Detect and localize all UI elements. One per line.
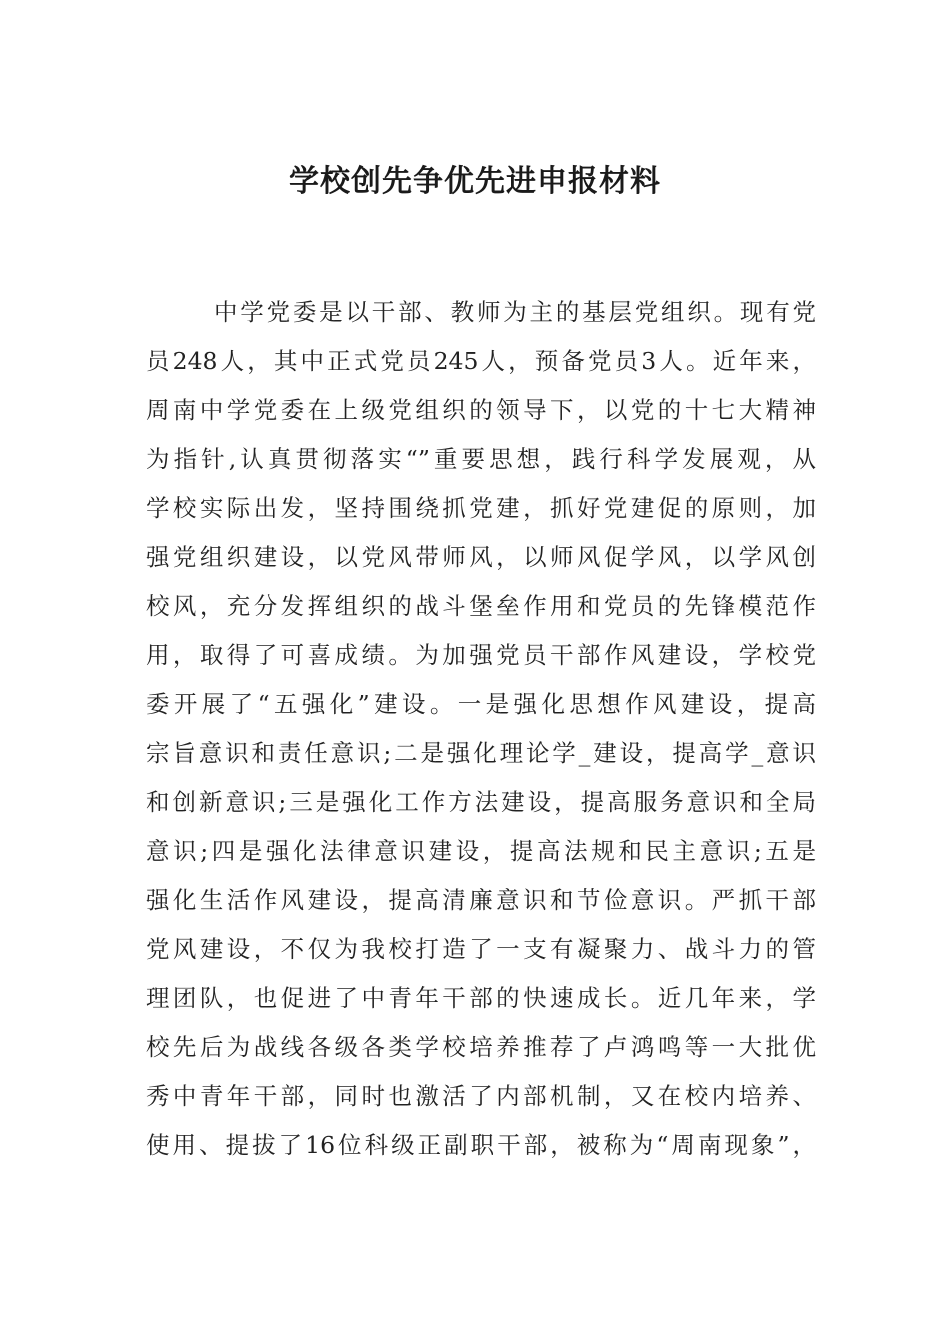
paragraph-line: 校先后为战线各级各类学校培养推荐了卢鸿鸣等一大批优 [146, 1033, 816, 1061]
paragraph-line: 周南中学党委在上级党组织的领导下，以党的十七大精神 [146, 396, 816, 424]
paragraph-line: 强化生活作风建设，提高清廉意识和节俭意识。严抓干部 [146, 886, 816, 914]
paragraph-line: 用，取得了可喜成绩。为加强党员干部作风建设，学校党 [146, 641, 816, 669]
paragraph-line: 校风，充分发挥组织的战斗堡垒作用和党员的先锋模范作 [146, 592, 816, 620]
paragraph-line: 中学党委是以干部、教师为主的基层党组织。现有党 [214, 298, 816, 326]
paragraph-line: 秀中青年干部，同时也激活了内部机制，又在校内培养、 [146, 1082, 816, 1110]
paragraph-line: 意识;四是强化法律意识建设，提高法规和民主意识;五是 [146, 837, 816, 865]
paragraph-line: 宗旨意识和责任意识;二是强化理论学_建设，提高学_意识 [146, 739, 816, 767]
paragraph-line: 使用、提拔了16位科级正副职干部，被称为“周南现象”， [146, 1131, 816, 1159]
paragraph-line: 员248人，其中正式党员245人，预备党员3人。近年来， [146, 347, 816, 375]
document-body [146, 288, 816, 1170]
paragraph-line: 和创新意识;三是强化工作方法建设，提高服务意识和全局 [146, 788, 816, 816]
paragraph-line: 委开展了“五强化”建设。一是强化思想作风建设，提高 [146, 690, 816, 718]
document-title: 学校创先争优先进申报材料 [289, 164, 661, 199]
paragraph-line: 党风建设，不仅为我校打造了一支有凝聚力、战斗力的管 [146, 935, 816, 963]
paragraph-line: 为指针,认真贯彻落实“”重要思想，践行科学发展观，从 [146, 445, 816, 473]
paragraph-line: 理团队，也促进了中青年干部的快速成长。近几年来，学 [146, 984, 816, 1012]
paragraph-line: 强党组织建设，以党风带师风，以师风促学风，以学风创 [146, 543, 816, 571]
paragraph-line: 学校实际出发，坚持围绕抓党建，抓好党建促的原则，加 [146, 494, 816, 522]
